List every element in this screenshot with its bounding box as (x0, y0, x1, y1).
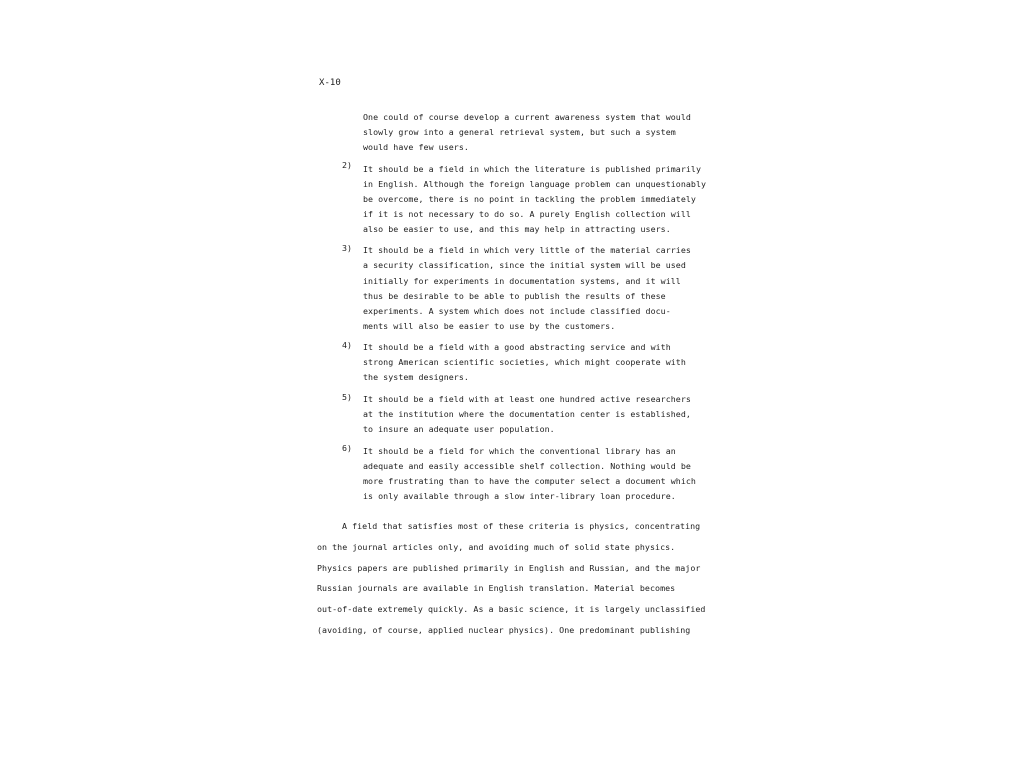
list-item-line: ments will also be easier to use by the customers. (363, 321, 616, 331)
list-item-line: It should be a field for which the conventional library has an (363, 446, 676, 456)
list-item-line: thus be desirable to be able to publish the results of these (363, 291, 666, 301)
list-item-line: also be easier to use, and this may help in attracting users. (363, 224, 671, 234)
list-item-line: It should be a field in which the literature is published primarily (363, 164, 702, 174)
intro-line: would have few users. (363, 142, 469, 152)
list-item-line: strong American scientific societies, which might cooperate with (363, 357, 686, 367)
paragraph-line: on the journal articles only, and avoiding much of solid state physics. (317, 542, 676, 552)
paragraph-line: A field that satisfies most of these criteria is physics, concentrating (342, 521, 701, 531)
page-number: X-10 (319, 78, 341, 88)
list-item-line: experiments. A system which does not include classified docu- (363, 306, 671, 316)
paragraph-line: out-of-date extremely quickly. As a basic science, it is largely unclassified (317, 604, 706, 614)
list-item-line: initially for experiments in documentation systems, and it will (363, 276, 681, 286)
list-item-number: 2) (342, 160, 353, 170)
list-item-line: is only available through a slow inter-library loan procedure. (363, 491, 676, 501)
intro-line: slowly grow into a general retrieval system, but such a system (363, 127, 676, 137)
list-item-line: to insure an adequate user population. (363, 424, 555, 434)
list-item-number: 3) (342, 243, 353, 253)
list-item-line: be overcome, there is no point in tackling the problem immediately (363, 194, 696, 204)
intro-line: One could of course develop a current awareness system that would (363, 112, 691, 122)
list-item-line: at the institution where the documentation center is established, (363, 409, 691, 419)
list-item-line: more frustrating than to have the computer select a document which (363, 476, 696, 486)
list-item-line: a security classification, since the initial system will be used (363, 260, 686, 270)
list-item-line: adequate and easily accessible shelf collection. Nothing would be (363, 461, 691, 471)
list-item-line: It should be a field in which very little of the material carries (363, 245, 691, 255)
list-item-line: if it is not necessary to do so. A purely English collection will (363, 209, 691, 219)
list-item-line: It should be a field with a good abstracting service and with (363, 342, 671, 352)
paragraph-line: Russian journals are available in English translation. Material becomes (317, 583, 676, 593)
paragraph-line: (avoiding, of course, applied nuclear physics). One predominant publishing (317, 625, 691, 635)
paragraph-line: Physics papers are published primarily in English and Russian, and the major (317, 563, 701, 573)
list-item-number: 6) (342, 443, 353, 453)
list-item-number: 5) (342, 392, 353, 402)
list-item-line: the system designers. (363, 372, 469, 382)
list-item-number: 4) (342, 340, 353, 350)
list-item-line: It should be a field with at least one hundred active researchers (363, 394, 691, 404)
list-item-line: in English. Although the foreign language problem can unquestionably (363, 179, 707, 189)
